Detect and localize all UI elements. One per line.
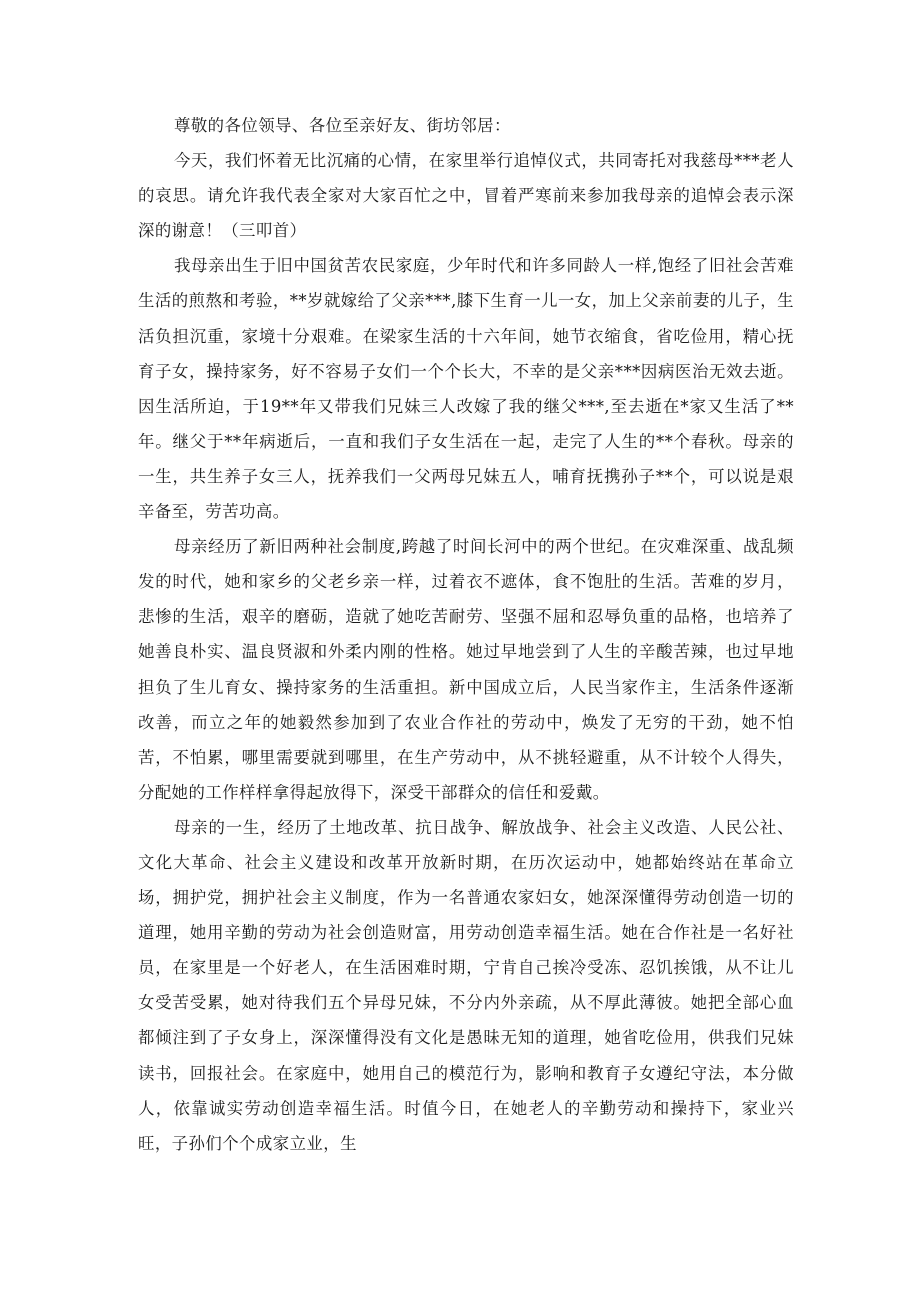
paragraph-character: 母亲经历了新旧两种社会制度,跨越了时间长河中的两个世纪。在灾难深重、战乱频发的时代，她和家乡的父老乡亲一样，过着衣不遮体，食不饱肚的生活。苦难的岁月，悲惨的生活，艰辛的磨砺，造就了她吃苦耐劳、坚强不屈和忍辱负重的品格，也培养了她善良朴实、温良贤淑和外柔内刚的性格。她过早地尝到了人生的辛酸苦辣，也过早地担负了生儿育女、操持家务的生活重担。新中国成立后，人民当家作主，生活条件逐渐改善，而立之年的她毅然参加到了农业合作社的劳动中，焕发了无穷的干劲，她不怕苦，不怕累，哪里需要就到哪里，在生产劳动中，从不挑轻避重，从不计较个人得失，分配她的工作样样拿得起放得下，深受干部群众的信任和爱戴。 (138, 537, 794, 802)
paragraph-early-life: 我母亲出生于旧中国贫苦农民家庭，少年时代和许多同龄人一样,饱经了旧社会苦难生活的煎熬和考验，**岁就嫁给了父亲***,膝下生育一儿一女，加上父亲前妻的儿子，生活负担沉重，家境十分艰难。在梁家生活的十六年间，她节衣缩食，省吃俭用，精心抚育子女，操持家务，好不容易子女们一个个长大，不幸的是父亲***因病医治无效去逝。因生活所迫，于19**年又带我们兄妹三人改嫁了我的继父***,至去逝在*家又生活了**年。继父于**年病逝后，一直和我们子女生活在一起，走完了人生的**个春秋。母亲的一生，共生养子女三人，抚养我们一父两母兄妹五人，哺育抚携孙子**个，可以说是艰辛备至，劳苦功高。 (138, 256, 794, 522)
paragraph-lifetime: 母亲的一生，经历了土地改革、抗日战争、解放战争、社会主义改造、人民公社、文化大革命、社会主义建设和改革开放新时期，在历次运动中，她都始终站在革命立场，拥护党，拥护社会主义制度，作为一名普通农家妇女，她深深懂得劳动创造一切的道理，她用辛勤的劳动为社会创造财富，用劳动创造幸福生活。她在合作社是一名好社员，在家里是一个好老人，在生活困难时期，宁肯自己挨冷受冻、忍饥挨饿，从不让儿女受苦受累，她对待我们五个异母兄妹，不分内外亲疏，从不厚此薄彼。她把全部心血都倾注到了子女身上，深深懂得没有文化是愚昧无知的道理，她省吃俭用，供我们兄妹读书，回报社会。在家庭中，她用自己的模范行为，影响和教育子女遵纪守法，本分做人，依靠诚实劳动创造幸福生活。时值今日，在她老人的辛勤劳动和操持下，家业兴旺，子孙们个个成家立业，生 (138, 817, 794, 1153)
document-page (138, 108, 794, 1161)
salutation: 尊敬的各位领导、各位至亲好友、街坊邻居： (174, 116, 511, 135)
paragraph-opening: 今天，我们怀着无比沉痛的心情，在家里举行追悼仪式，共同寄托对我慈母***老人的哀思。请允许我代表全家对大家百忙之中，冒着严寒前来参加我母亲的追悼会表示深深的谢意！（三叩首） (138, 151, 794, 241)
